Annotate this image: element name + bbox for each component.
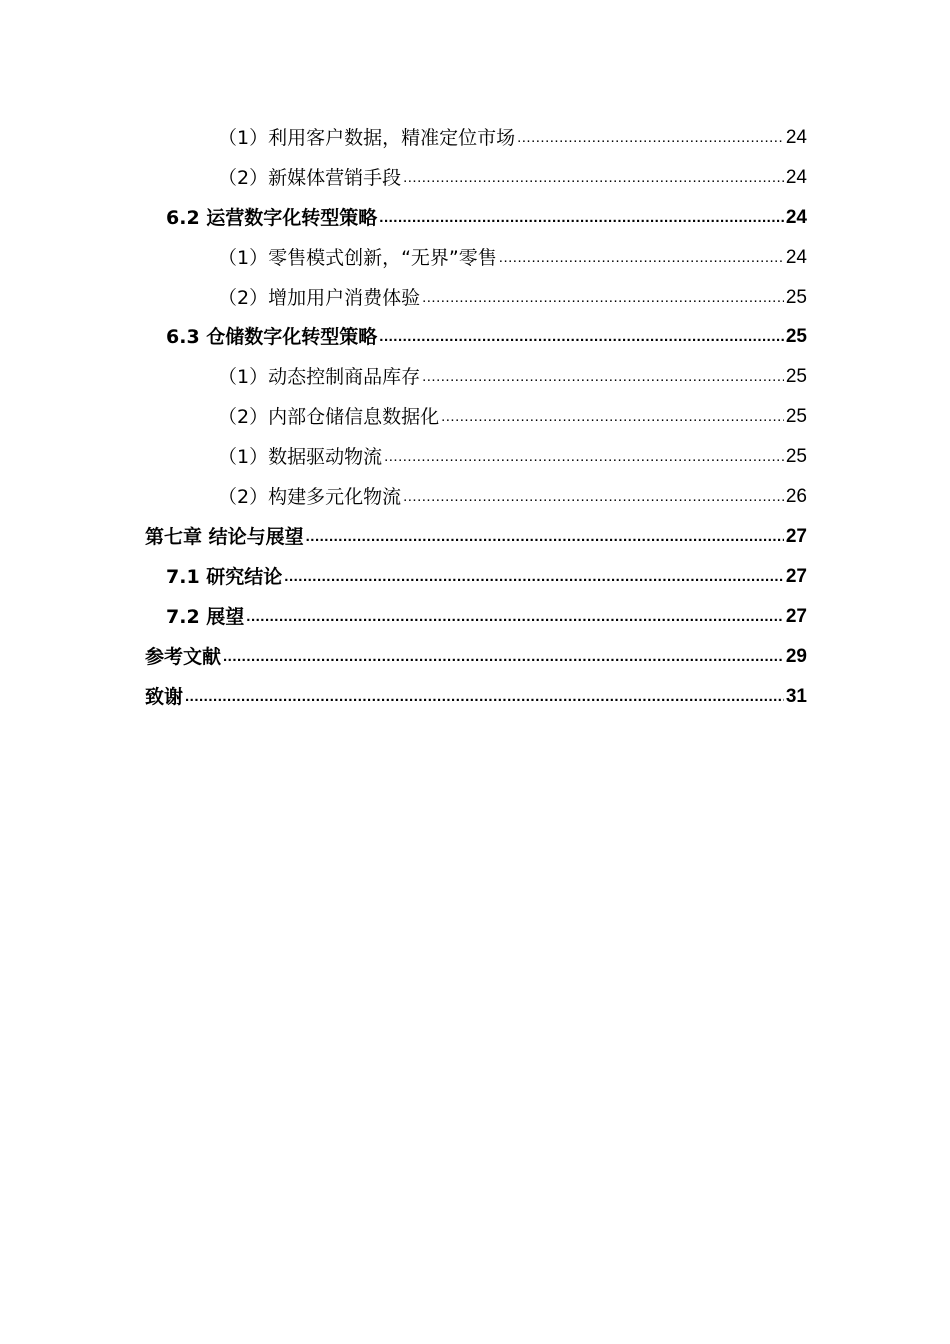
toc-dot-leader	[384, 447, 784, 467]
toc-entry-title: 第七章 结论与展望	[145, 526, 304, 548]
toc-page-number: 27	[785, 526, 807, 547]
toc-entry-title: （1）利用客户数据，精准定位市场	[218, 127, 516, 149]
toc-entry-acknowledgements[interactable]	[145, 679, 807, 709]
toc-page-number: 25	[785, 406, 807, 427]
toc-entry-title: （2）内部仓储信息数据化	[218, 406, 440, 428]
toc-page-number: 24	[785, 247, 807, 268]
toc-entry-title: （2）构建多元化物流	[218, 486, 402, 508]
toc-entry-chapter-7[interactable]	[145, 519, 807, 549]
toc-dot-leader	[185, 687, 784, 707]
toc-entry-user-experience[interactable]	[218, 280, 807, 310]
toc-page-number: 27	[785, 566, 807, 587]
toc-dot-leader	[379, 208, 784, 228]
toc-page-number: 27	[785, 606, 807, 627]
toc-entry-title: （1）动态控制商品库存	[218, 366, 421, 388]
toc-dot-leader	[441, 407, 784, 427]
toc-entry-title: 参考文献	[145, 646, 222, 668]
toc-dot-leader	[517, 128, 784, 148]
toc-entry-new-media[interactable]	[218, 160, 807, 190]
toc-dot-leader	[284, 567, 784, 587]
toc-entry-title: 6.2 运营数字化转型策略	[166, 207, 378, 229]
toc-entry-6-3[interactable]	[166, 319, 807, 349]
toc-entry-title: 6.3 仓储数字化转型策略	[166, 326, 378, 348]
toc-entry-title: （2）增加用户消费体验	[218, 287, 421, 309]
toc-dot-leader	[422, 288, 784, 308]
toc-page-number: 26	[785, 486, 807, 507]
toc-entry-title: （1）零售模式创新，“无界”零售	[218, 247, 497, 269]
toc-entry-title: 7.1 研究结论	[166, 566, 283, 588]
toc-entry-7-1[interactable]	[166, 559, 807, 589]
toc-page-number: 31	[785, 686, 807, 707]
toc-entry-title: 7.2 展望	[166, 606, 245, 628]
toc-dot-leader	[223, 647, 784, 667]
toc-entry-customer-data[interactable]	[218, 120, 807, 150]
toc-entry-data-driven-logistics[interactable]	[218, 439, 807, 469]
toc-page-number: 24	[785, 207, 807, 228]
toc-entry-inventory-control[interactable]	[218, 359, 807, 389]
toc-entry-references[interactable]	[145, 639, 807, 669]
toc-entry-warehouse-data[interactable]	[218, 399, 807, 429]
toc-page-number: 25	[785, 326, 807, 347]
toc-dot-leader	[499, 248, 784, 268]
toc-dot-leader	[422, 367, 784, 387]
toc-entry-title: （2）新媒体营销手段	[218, 167, 402, 189]
toc-page-number: 25	[785, 366, 807, 387]
toc-entry-6-2[interactable]	[166, 200, 807, 230]
toc-dot-leader	[403, 168, 784, 188]
toc-page-number: 24	[785, 127, 807, 148]
toc-dot-leader	[306, 527, 784, 547]
toc-entry-title: （1）数据驱动物流	[218, 446, 383, 468]
toc-entry-7-2[interactable]	[166, 599, 807, 629]
toc-page-number: 24	[785, 167, 807, 188]
toc-dot-leader	[379, 327, 784, 347]
toc-dot-leader	[246, 607, 784, 627]
toc-entry-diversified-logistics[interactable]	[218, 479, 807, 509]
toc-entry-title: 致谢	[145, 686, 184, 708]
toc-entry-retail-innovation[interactable]	[218, 240, 807, 270]
toc-page-number: 25	[785, 446, 807, 467]
toc-page-number: 25	[785, 287, 807, 308]
toc-dot-leader	[403, 487, 784, 507]
toc-page-number: 29	[785, 646, 807, 667]
